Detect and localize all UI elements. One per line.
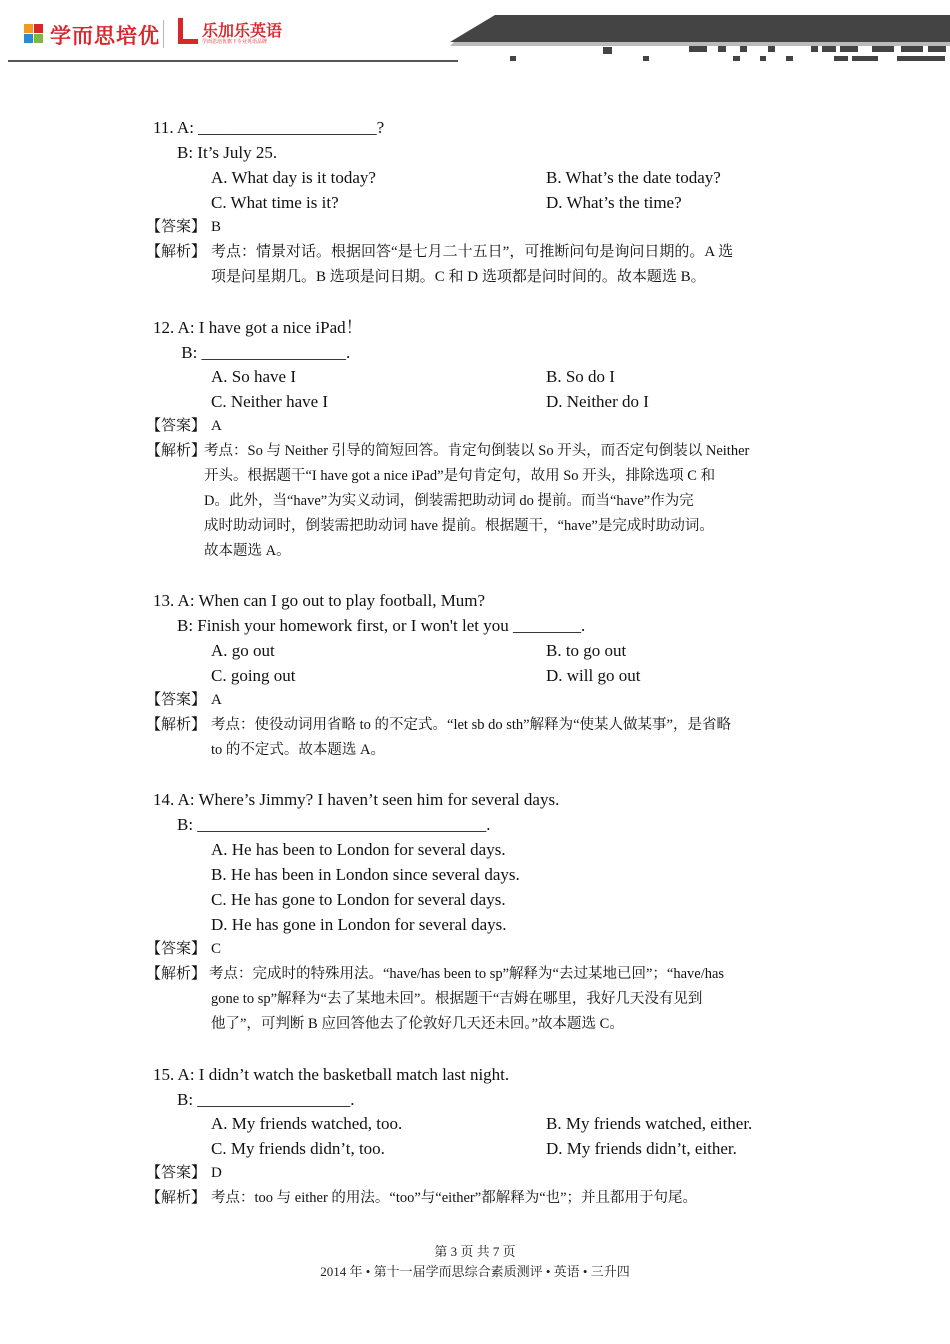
option-c: C. Neither have I (211, 392, 329, 411)
question-text: 15. A: I didn’t watch the basketball match last night. (153, 1065, 510, 1084)
question-text: 13. A: When can I go out to play football, Mum? (153, 591, 486, 610)
option-a: A. He has been to London for several days. (211, 840, 506, 859)
logo-mark-icon (24, 24, 46, 46)
response-text: B: __________________________________. (177, 815, 491, 834)
analysis-line: 故本题选 A。 (204, 543, 291, 559)
analysis-label: 【解析】 (146, 244, 207, 260)
footer-title: 2014 年 • 第十一届学而思综合素质测评 • 英语 • 三升四 (320, 1264, 630, 1279)
answer-label: 【答案】 (146, 941, 207, 957)
xueersi-logo (24, 17, 160, 53)
logo-second-text: 乐加乐英语 (202, 21, 283, 40)
option-d: D. Neither do I (546, 392, 649, 411)
option-d: D. My friends didn’t, either. (546, 1139, 737, 1158)
analysis-line: 考点：完成时的特殊用法。“have/has been to sp”解释为“去过某地已回”；“have/has (209, 966, 725, 982)
analysis-label: 【解析】 (146, 717, 207, 733)
answer-label: 【答案】 (146, 1165, 207, 1181)
header-rule (8, 60, 458, 62)
response-text: B: It’s July 25. (177, 143, 278, 162)
option-b: B. to go out (546, 641, 627, 660)
analysis-line: to 的不定式。故本题选 A。 (211, 742, 385, 758)
option-d: D. He has gone in London for several days. (211, 915, 507, 934)
logo-divider (163, 20, 164, 48)
page-header (0, 0, 950, 70)
answer-value: C (211, 941, 222, 957)
option-d: D. will go out (546, 666, 641, 685)
option-b: B. What’s the date today? (546, 168, 721, 187)
option-a: A. So have I (211, 367, 296, 386)
response-text: B: Finish your homework first, or I won't let you ________. (177, 616, 586, 635)
analysis-label: 【解析】 (146, 966, 207, 982)
analysis-line: 考点：too 与 either 的用法。“too”与“either”都解释为“也”；并且都用于句尾。 (211, 1190, 698, 1206)
analysis-line: 他了”，可判断 B 应回答他去了伦敦好几天还未回。”故本题选 C。 (211, 1016, 624, 1032)
option-a: A. go out (211, 641, 275, 660)
answer-value: A (211, 692, 222, 708)
answer-value: D (211, 1165, 222, 1181)
l-mark-icon (178, 18, 198, 44)
option-b: B. My friends watched, either. (546, 1114, 753, 1133)
answer-label: 【答案】 (146, 219, 207, 235)
logo-main-text: 学而思培优 (50, 24, 160, 48)
option-d: D. What’s the time? (546, 193, 682, 212)
analysis-line: D。此外，当“have”为实义动词，倒装需把助动词 do 提前。而当“have”作为完 (204, 493, 694, 509)
option-b: B. So do I (546, 367, 615, 386)
option-a: A. What day is it today? (211, 168, 376, 187)
answer-value: B (211, 219, 222, 235)
analysis-line: gone to sp”解释为“去了某地未回”。根据题干“吉姆在哪里，我好几天没有见到 (211, 991, 703, 1007)
option-c: C. What time is it? (211, 193, 339, 212)
option-c: C. going out (211, 666, 296, 685)
header-band (450, 15, 950, 42)
option-b: B. He has been in London since several days. (211, 865, 520, 884)
analysis-line: 成时助动词时，倒装需把助动词 have 提前。根据题干，“have”是完成时助动词。 (204, 518, 714, 534)
question-text: 14. A: Where’s Jimmy? I haven’t seen him for several days. (153, 790, 560, 809)
analysis-line: 项是问星期几。B 选项是问日期。C 和 D 选项都是问时间的。故本题选 B。 (211, 269, 706, 285)
response-text: B: _________________. (177, 343, 351, 362)
answer-value: A (211, 418, 222, 434)
analysis-line: 考点：使役动词用省略 to 的不定式。“let sb do sth”解释为“使某人做某事”，是省略 (211, 717, 731, 733)
analysis-label: 【解析】 (146, 443, 207, 459)
question-text: 11. A: _____________________? (153, 118, 385, 137)
answer-label: 【答案】 (146, 692, 207, 708)
option-a: A. My friends watched, too. (211, 1114, 403, 1133)
response-text: B: __________________. (177, 1090, 355, 1109)
answer-label: 【答案】 (146, 418, 207, 434)
logo-second-subtext: 学而思培优旗下专业英语品牌 (202, 39, 268, 45)
analysis-line: 考点：So 与 Neither 引导的简短回答。肯定句倒装以 So 开头，而否定句倒装以 Neither (204, 443, 750, 459)
analysis-line: 开头。根据题干“I have got a nice iPad”是句肯定句，故用 So 开头，排除选项 C 和 (204, 468, 716, 484)
analysis-line: 考点：情景对话。根据回答“是七月二十五日”，可推断问句是询问日期的。A 选 (211, 244, 734, 260)
option-c: C. My friends didn’t, too. (211, 1139, 385, 1158)
option-c: C. He has gone to London for several days. (211, 890, 506, 909)
page-number: 第 3 页 共 7 页 (434, 1244, 516, 1259)
analysis-label: 【解析】 (146, 1190, 207, 1206)
question-text: 12. A: I have got a nice iPad！ (153, 318, 363, 337)
